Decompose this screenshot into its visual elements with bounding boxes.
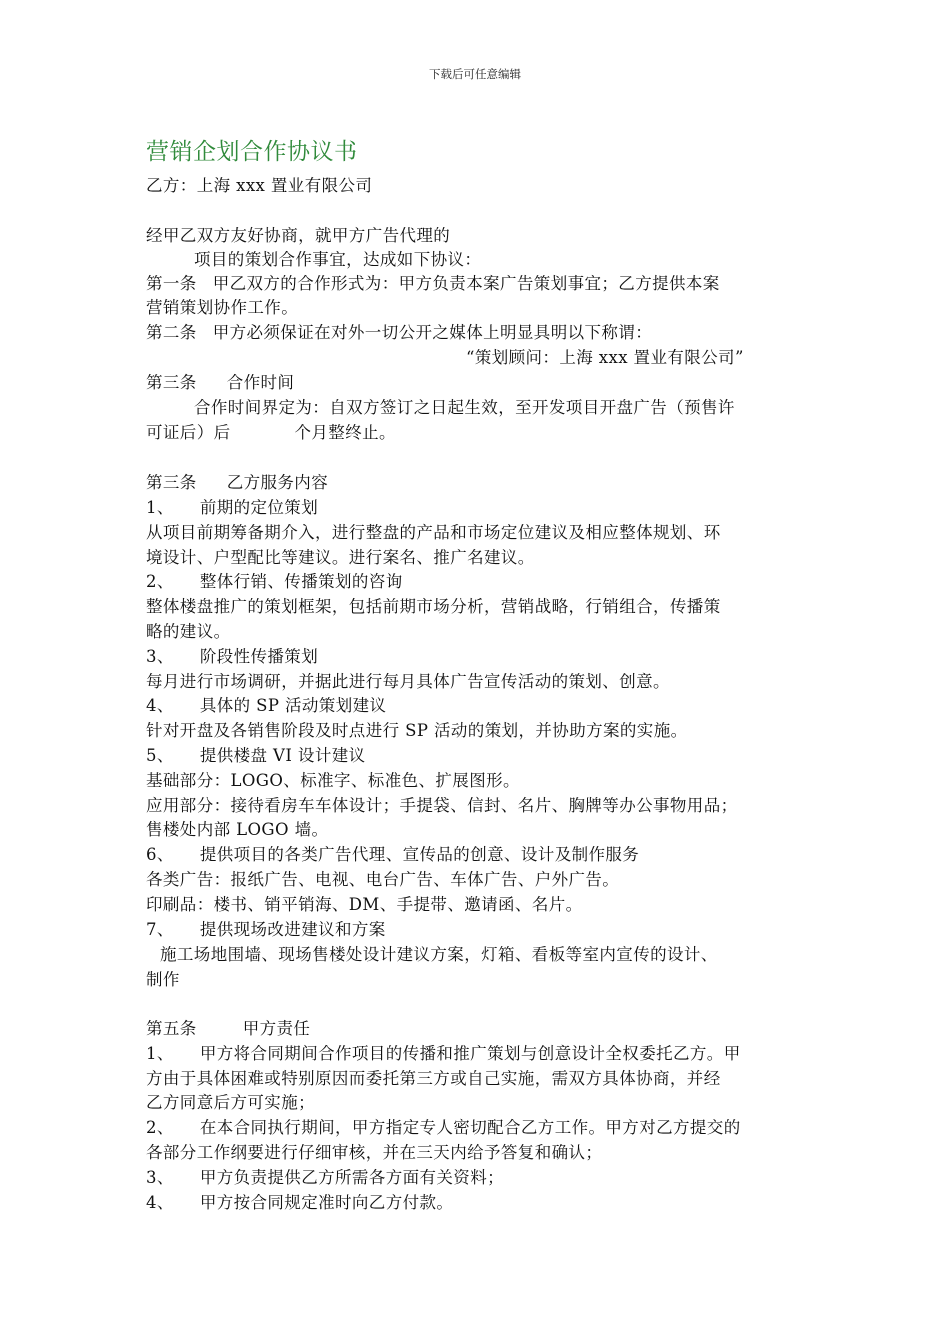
article-5-title: 甲方责任 [242,1019,311,1038]
service-desc-6b: 印刷品：楼书、销平销海、DM、手提带、邀请函、名片。 [146,895,583,914]
article-2-text: 甲方必须保证在对外一切公开之媒体上明显具明以下称谓： [212,323,653,342]
document-title: 营销企划合作协议书 [146,139,358,165]
services-label: 第三条 [146,473,197,492]
duty-item-2b: 各部分工作纲要进行仔细审核，并在三天内给予答复和确认； [146,1143,603,1162]
item-number: 5、 [146,746,174,765]
item-title: 提供现场改进建议和方案 [199,920,386,939]
article-2-line-1 [146,321,652,345]
item-number: 3、 [146,1168,174,1187]
article-2-label: 第二条 [146,323,197,342]
service-desc-1a: 从项目前期筹备期介入，进行整盘的产品和市场定位建议及相应整体规划、环 [146,523,721,542]
item-number: 4、 [146,1193,174,1212]
item-number: 3、 [146,647,174,666]
page-header-note: 下载后可任意编辑 [429,67,521,81]
service-item-4 [146,694,386,718]
service-item-1 [146,496,318,520]
service-desc-5a: 基础部分：LOGO、标准字、标准色、扩展图形。 [146,771,520,790]
duty-item-3 [146,1166,504,1190]
duty-item-1b: 方由于具体困难或特别原因而委托第三方或自己实施，需双方具体协商，并经 [146,1069,721,1088]
article-3-text-a: 可证后）后 [146,423,231,442]
item-title: 提供楼盘 VI 设计建议 [199,746,366,765]
service-desc-2b: 略的建议。 [146,622,231,641]
service-desc-3: 每月进行市场调研，并据此进行每月具体广告宣传活动的策划、创意。 [146,672,670,691]
article-3-heading [146,371,294,395]
service-item-6 [146,843,639,867]
item-number: 6、 [146,845,174,864]
intro-line-2: 项目的策划合作事宜，达成如下协议： [194,250,482,269]
item-title: 具体的 SP 活动策划建议 [199,696,387,715]
item-number: 1、 [146,498,174,517]
item-number: 2、 [146,572,174,591]
article-1-text: 甲乙双方的合作形式为：甲方负责本案广告策划事宜；乙方提供本案 [212,274,720,293]
article-3-line-1: 合作时间界定为：自双方签订之日起生效，至开发项目开盘广告（预售许 [194,398,735,417]
item-title: 整体行销、传播策划的咨询 [199,572,403,591]
service-desc-7a: 施工场地围墙、现场售楼处设计建议方案，灯箱、看板等室内宣传的设计、 [160,945,718,964]
article-3-label: 第三条 [146,373,197,392]
item-text: 甲方负责提供乙方所需各方面有关资料； [199,1168,505,1187]
item-number: 2、 [146,1118,174,1137]
item-number: 1、 [146,1044,174,1063]
article-1-line-1 [146,272,720,296]
duty-item-1c: 乙方同意后方可实施； [146,1093,315,1112]
service-desc-7b: 制作 [146,970,180,989]
service-item-5 [146,744,366,768]
item-title: 前期的定位策划 [199,498,319,517]
service-desc-5b: 应用部分：接待看房车车体设计；手提袋、信封、名片、胸牌等办公事物用品； [146,796,738,815]
item-number: 4、 [146,696,174,715]
duty-item-4 [146,1191,453,1215]
service-desc-6a: 各类广告：报纸广告、电视、电台广告、车体广告、户外广告。 [146,870,620,889]
article-2-quote: “策划顾问：上海 xxx 置业有限公司” [466,348,744,367]
article-5-heading [146,1017,310,1041]
item-number: 7、 [146,920,174,939]
service-desc-4: 针对开盘及各销售阶段及时点进行 SP 活动的策划，并协助方案的实施。 [146,721,688,740]
item-text: 甲方按合同规定准时向乙方付款。 [199,1193,454,1212]
services-title: 乙方服务内容 [226,473,329,492]
intro-line-1: 经甲乙双方友好协商，就甲方广告代理的 [146,226,451,245]
service-desc-2a: 整体楼盘推广的策划框架，包括前期市场分析，营销战略，行销组合，传播策 [146,597,721,616]
service-desc-1b: 境设计、户型配比等建议。进行案名、推广名建议。 [146,548,535,567]
item-text: 甲方将合同期间合作项目的传播和推广策划与创意设计全权委托乙方。甲 [199,1044,741,1063]
service-desc-5c: 售楼处内部 LOGO 墙。 [146,820,329,839]
article-5-label: 第五条 [146,1019,197,1038]
service-item-7 [146,918,386,942]
article-3-text-b: 个月整终止。 [294,423,396,442]
services-heading [146,471,328,495]
service-item-2 [146,570,403,594]
article-3-line-2 [146,421,396,445]
article-1-label: 第一条 [146,274,197,293]
article-3-title: 合作时间 [226,373,295,392]
party-b-line: 乙方：上海 xxx 置业有限公司 [146,176,373,195]
duty-item-2 [146,1116,741,1140]
duty-item-1 [146,1042,741,1066]
item-text: 在本合同执行期间，甲方指定专人密切配合乙方工作。甲方对乙方提交的 [199,1118,741,1137]
item-title: 阶段性传播策划 [199,647,319,666]
item-title: 提供项目的各类广告代理、宣传品的创意、设计及制作服务 [199,845,640,864]
service-item-3 [146,645,318,669]
article-1-line-2: 营销策划协作工作。 [146,298,299,317]
